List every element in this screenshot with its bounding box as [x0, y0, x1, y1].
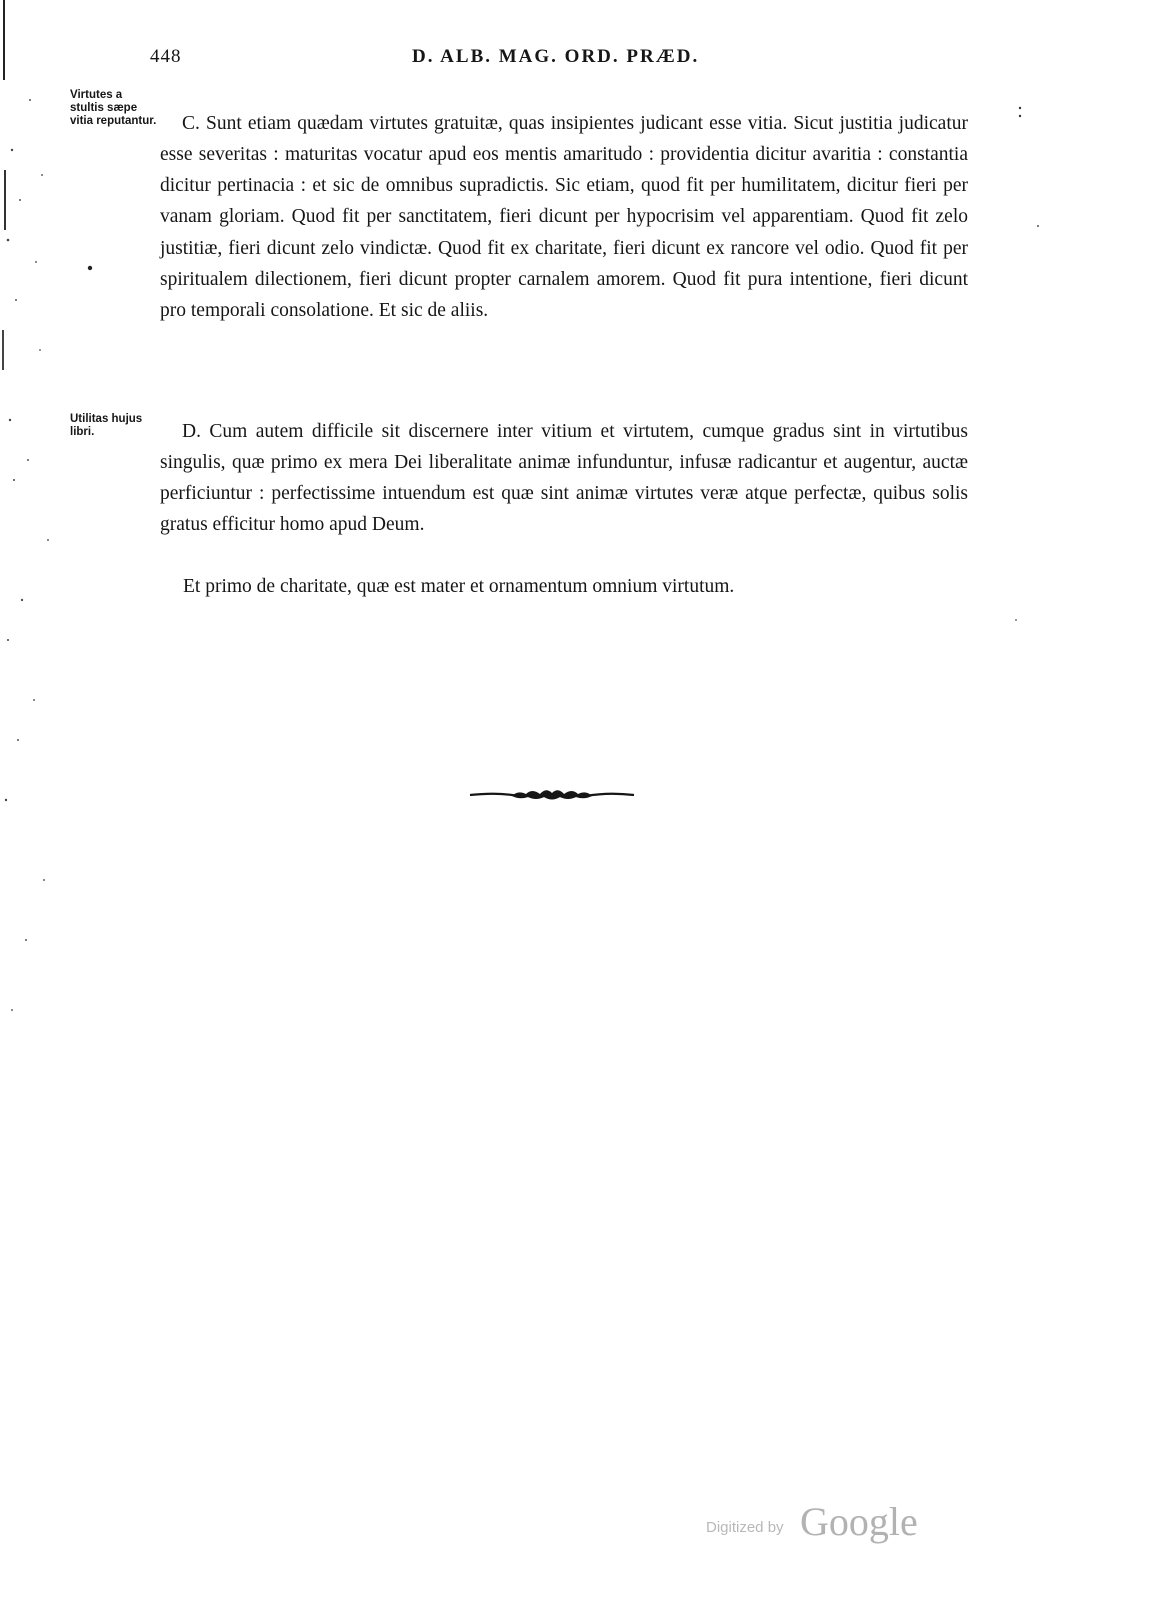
paragraph-d: D. Cum autem difficile sit discernere inter vitium et virtutem, cumque gradus sint in virtutibus singulis, quæ primo ex mera Dei liberalitate animæ infunduntur, infusæ radicantur et augentur, auctæ perficiuntur : perfectissime intuendum est quæ sint animæ virtutes veræ atque perfectæ, quibus solis gratus efficitur homo apud Deum. [160, 420, 968, 536]
ornament-divider [468, 784, 636, 806]
google-watermark [706, 1498, 946, 1548]
paragraph-closing: Et primo de charitate, quæ est mater et ornamentum omnium virtutum. [183, 575, 735, 597]
digitized-by-label: Digitized by [706, 1519, 784, 1536]
running-head: D. ALB. MAG. ORD. PRÆD. [412, 46, 700, 67]
page-header [150, 46, 970, 76]
paragraph-c: C. Sunt etiam quædam virtutes gratuitæ, quas insipientes judicant esse vitia. Sicut justitia judicatur esse severitas : maturitas vocatur apud eos mentis amaritudo : providentia dicitur avaritia : constantia dicitur pertinacia : et sic de omnibus supradictis. Sic etiam, quod fit per humilitatem, dicitur fieri per vanam gloriam. Quod fit per sanctitatem, fieri dicunt per hypocrisim vel apparentiam. Quod fit zelo justitiæ, fieri dicunt zelo vindictæ. Quod fit ex charitate, fieri dicunt ex rancore vel odio. Quod fit per spiritualem dilectionem, fieri dicunt propter carnalem amorem. Quod fit pura intentione, fieri dicunt pro temporali consolatione. Et sic de aliis. [160, 112, 968, 322]
scan-speckle-right [1010, 100, 1050, 900]
google-logo: Google [800, 1499, 918, 1544]
page-number: 448 [150, 46, 182, 67]
margin-note-virtues: Virtutes a stultis sæpe vitia reputantur. [70, 89, 157, 127]
scan-speckle-left [0, 0, 110, 1050]
margin-note-utility: Utilitas hujus libri. [70, 413, 143, 438]
